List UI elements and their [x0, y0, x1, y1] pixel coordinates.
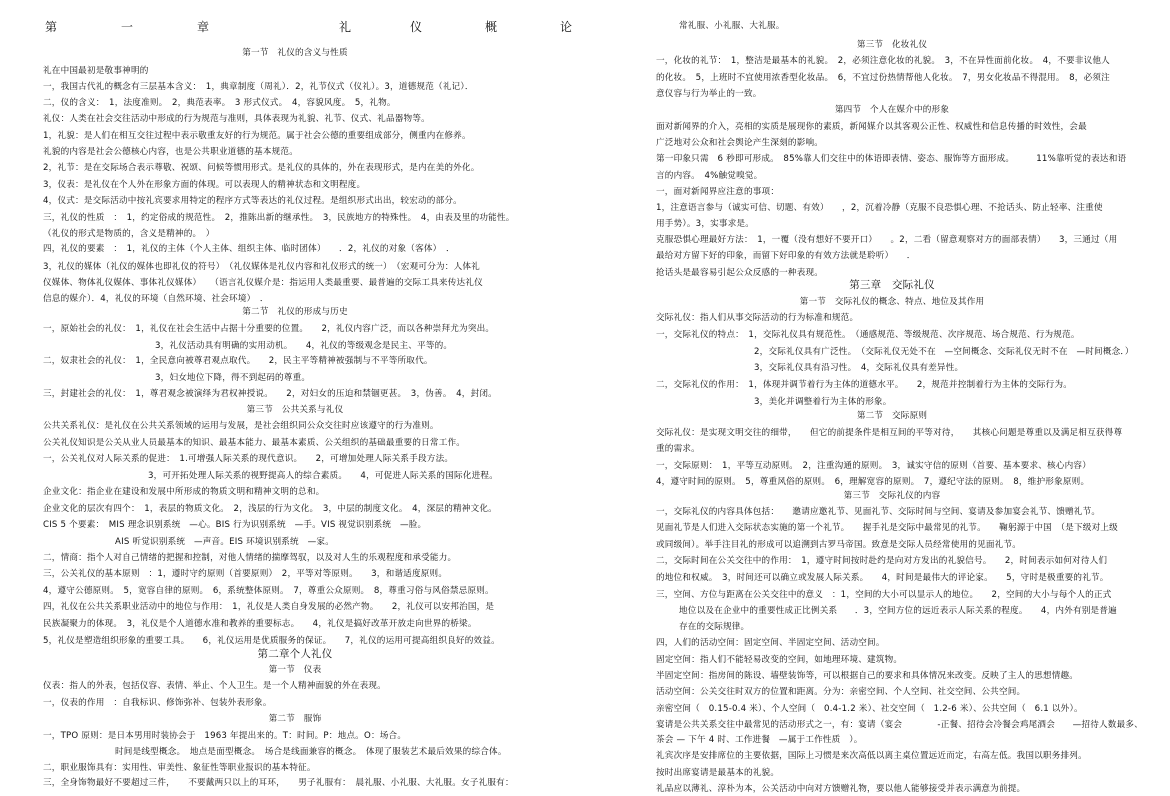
right-line-6: 面对新闻界的介入，亮相的实质是展现你的素质，新闻媒介以其客观公正性、权威性和信息传播的时效性，会最: [656, 122, 1087, 132]
left-line-27: 企业文化：指企业在建设和发展中所形成的物质文明和精神文明的总和。: [43, 487, 325, 497]
left-line-7: 2，礼节：是在交际场合表示尊敬、祝颂、问候等惯用形式。是礼仪的具体的，外在表现形式，是内在美的外化。: [43, 163, 480, 173]
right-line-3: 的化妆。 5，上班时不宜使用浓香型化妆品。 6，不宜过份热情帮他人化妆。 7，男女化妆品不得混用。 8，必须注: [656, 73, 1110, 83]
left-line-38: 第一节 仪表: [268, 665, 322, 675]
left-line-29: CIS 5 个要素： MIS 理念识别系统 —心。BIS 行为识别系统 —手。VIS 视觉识别系统 —脸。: [43, 520, 427, 530]
right-page: [614, 0, 1170, 794]
left-page: 第 一 章 礼 仪 概 论 第一节 礼仪的含义与性质 礼在中国最初是敬事神明的 一，我国古代礼的概念有三层基本含义： 1，典章制度（周礼）．2，礼节仪式（仪礼）。3，道德规范（礼记）． 二，仪的含义： 1，法度准则。 2，典范表率。 3 形式仪式。 4，容貌风度。 5，礼物。 礼仪：人类在社会交往活动中形成的行为规范与准则，具体表现为礼貌、礼节、仪式、礼品器物等。 1，礼貌：是人们在相互交往过程中表示敬重友好的行为规范。属于社会公德的重要组成部分，侧重内在修养。 礼貌的内容是社会公德核心内容，也是公共职业道德的基本规范。 2，礼节：是在交际场合表示尊敬、祝颂、问候等惯用形式。是礼仪的具体的，外在表现形式，是内在美的外化。 3，仪表：是礼仪在个人外在形象方面的体现。可以表现人的精神状态和文明程度。 4，仪式：是交际活动中按礼宾要求用特定的程序方式等表达的礼仪过程。是组织形式出出，较宏动的部分。 三，礼仪的性质 ： 1，约定俗成的规范性。 2，推陈出新的继承性。 3，民族地方的特殊性。 4，由表及里的功能性。 （礼仪的形式是物质的，含义是精神的。 ） 四，礼仪的要素 ： 1，礼仪的主体（个人主体、组织主体、临时团体） ．2，礼仪的对象（客体） ． 3，礼仪的媒体（礼仪的媒体也即礼仪的符号） （礼仪媒体是礼仪内容和礼仪形式的统一） （宏观可分为：人体礼 仪媒体、物体礼仪媒体、事体礼仪媒体） （语言礼仪媒介是：指运用人类最重要、最普遍的交际工具来传达礼仪 信息的媒介）．4，礼仪的环境（自然环境、社会环境） ． 第二节 礼仪的形成与历史 一，原始社会的礼仪： 1，礼仪在社会生活中占据十分重要的位置。 2，礼仪内容广泛，而以各种崇拜尤为突出。 3，礼仪活动具有明确的实用动机。 4，礼仪的等级观念是民主、平等的。 二，奴隶社会的礼仪： 1，全民意向被尊君观点取代。 2，民主平等精神被强制与不平等所取代。 3，妇女地位下降，得不到起码的尊重。 三，封建社会的礼仪： 1，尊君观念被演绎为君权神授说。 2，对妇女的压迫和禁锢更甚。 3，伪善。 4，封闭。 第三节 公共关系与礼仪 公共关系礼仪：是礼仪在公共关系领域的运用与发展，是社会组织同公众交往时应该遵守的行为准则。 公关礼仪知识是公关从业人员最基本的知识、最基本能力、最基本素质、公关组织的基础最重要的日常工作。 一，公关礼仪对人际关系的促进： 1.可增强人际关系的现代意识。 2，可增加处理人际关系手段方法。 3，可开拓处理人际关系的视野提高人的综合素质。 4，可促进人际关系的国际化进程。 企业文化：指企业在建设和发展中所形成的物质文明和精神文明的总和。 企业文化的层次有四个： 1，表层的物质文化。 2，浅层的行为文化。 3，中层的制度文化。 4，深层的精神文化。 CIS 5 个要素： MIS 理念识别系统 —心。BIS 行为识别系统 —手。VIS 视觉识别系统 —脸。 AIS 听觉识别系统 —声音。EIS 环境识别系统 —家。 二，情商：指个人对自己情绪的把握和控制，对他人情绪的揣摩驾驭，以及对人生的乐观程度和承受能力。 三，公关礼仪的基本原则 ：1，遵时守约原则（首要原则） 2，平等对等原则。 3，和谐适度原则。 4，遵守公德原则。 5，宽容自律的原则。 6，系统整体原则。 7，尊重公众原则。 8，尊重习俗与风俗禁忌原则。 四，礼仪在公共关系职业活动中的地位与作用： 1，礼仪是人类自身发展的必然产物。 2，礼仪可以安邦治国，是 民族凝聚力的体现。 3，礼仪是个人道德水准和教养的重要标志。 4，礼仪是搞好改革开放走向世界的桥梁。 5，礼仪是塑造组织形象的重要工具。 6，礼仪运用是优质服务的保证。 7，礼仪的运用可提高组织良好的效益。 第二章个人礼仪 第一节 仪表 仪表：指人的外表，包括仪容、表情、举止、个人卫生。是一个人精神面貌的外在表现。 一，仪表的作用 ：自我标识、修饰弥补、包装外表形象。 第二节 服饰 一，TPO 原则：是日本男用时装协会于 1963 年提出来的。T：时间。P：地点。O：场合。 时间是线型概念。 地点是面型概念。 场合是线面兼容的概念。 体现了服装艺术最后效果的综合体。 二，职业服饰具有：实用性、审美性、象征性等职业报识的基本特征。 三，全身饰物最好不要超过三件， 不要戴两只以上的耳环， 男子礼服有： 晨礼服、小礼服、大礼服。女子礼服有：: [0, 0, 590, 787]
right-line-9: 言的内容。 4%触觉嗅觉。: [656, 171, 763, 181]
left-line-21: 三，封建社会的礼仪： 1，尊君观念被演绎为君权神授说。 2，对妇女的压迫和禁锢更甚。 3，伪善。 4，封闭。: [43, 389, 497, 399]
right-line-36: 地位以及在企业中的重要性成正比例关系 ．3，空间方位的远近表示人际关系的程度。 4，内外有别是普遍: [679, 606, 1117, 616]
right-line-39: 固定空间：指人们不能轻易改变的空间，如地理环境、建筑物。: [656, 655, 903, 665]
left-line-34: 四，礼仪在公共关系职业活动中的地位与作用： 1，礼仪是人类自身发展的必然产物。 2，礼仪可以安邦治国，是: [43, 602, 495, 612]
right-line-13: 克服恐惧心理最好方法： 1，一覆（没有想好不要开口） 。2，二看（留意观察对方的面部表情） 3，三通过（用: [656, 235, 1118, 245]
right-line-32: 或同级间）。举手注目礼的形成可以追溯到古罗马帝国。致意是交际人员经常使用的见面礼节。: [656, 540, 1022, 550]
right-line-19: 一，交际礼仪的特点： 1，交际礼仪具有规范性。 （通感规范、等级规范、次序规范、场合规范、行为规范。: [656, 330, 1080, 340]
left-line-31: 二，情商：指个人对自己情绪的把握和控制，对他人情绪的揣摩驾驭，以及对人生的乐观程度和承受能力。: [43, 553, 457, 563]
right-line-23: 3，美化并调整着行为主体的形象。: [754, 397, 892, 407]
left-line-12: 四，礼仪的要素 ： 1，礼仪的主体（个人主体、组织主体、临时团体） ．2，礼仪的对象（客体） ．: [43, 244, 455, 254]
left-line-36: 5，礼仪是塑造组织形象的重要工具。 6，礼仪运用是优质服务的保证。 7，礼仪的运用可提高组织良好的效益。: [43, 636, 500, 646]
right-line-11: 1，注意语言参与（诚实可信、切题、有效） ，2，沉着冷静（克服不良恐惧心理、不抢话头、防止轻率、注重使: [656, 203, 1103, 213]
page-gutter: [590, 0, 614, 787]
right-line-40: 半固定空间：指房间的陈设、墙壁装饰等，可以根据自己的要求和具体情况来改变。反映了主人的思想情趣。: [656, 671, 1079, 681]
right-line-1: 第三节 化妆礼仪: [856, 40, 928, 50]
right-line-43: 宴请是公共关系交往中最常见的活动形式之一，有：宴请（宴会 -正餐、招待会冷餐会鸡尾酒会 —招待人数最多、: [656, 720, 1143, 730]
right-line-44: 茶会 — 下午 4 时、工作进餐 —属于工作性质 ）。: [656, 735, 863, 745]
right-line-14: 最给对方留下好的印象，而留下好印象的有效方法就是聆听） ．: [656, 251, 916, 261]
right-line-20: 2，交际礼仪具有广泛性。 （交际礼仪无处不在 —空间概念、交际礼仪无时不在 —时间概念．）: [754, 347, 1134, 357]
left-line-24: 公关礼仪知识是公关从业人员最基本的知识、最基本能力、最基本素质、公关组织的基础最重要的日常工作。: [43, 438, 466, 448]
left-line-9: 4，仪式：是交际活动中按礼宾要求用特定的程序方式等表达的礼仪过程。是组织形式出出，较宏动的部分。: [43, 196, 462, 206]
right-line-26: 重的需求。: [656, 444, 700, 454]
right-line-35: 三，空间、方位与距离在公关交往中的意义 ：1，空间的大小可以显示人的地位。 2，空间的大小与每个人的正式: [656, 590, 1112, 600]
left-line-14: 仪媒体、物体礼仪媒体、事体礼仪媒体） （语言礼仪媒介是：指运用人类最重要、最普遍的交际工具来传达礼仪: [43, 278, 483, 288]
right-line-29: 第三节 交际礼仪的内容: [843, 491, 941, 501]
right-line-7: 广泛地对公众和社会舆论产生深刻的影响。: [656, 138, 824, 148]
left-line-45: 三，全身饰物最好不要超过三件， 不要戴两只以上的耳环， 男子礼服有： 晨礼服、小礼服、大礼服。女子礼服有：: [43, 778, 514, 788]
right-line-42: 亲密空间（ 0.15-0.4 米）、个人空间（ 0.4-1.2 米）、社交空间（ 1.2-6 米）、公共空间（ 6.1 以外）。: [656, 704, 1083, 714]
right-line-18: 交际礼仪：指人们从事交际活动的行为标准和规范。: [656, 313, 859, 323]
right-line-17: 第一节 交际礼仪的概念、特点、地位及其作用: [799, 297, 985, 307]
right-line-10: 一，面对新闻界应注意的事项：: [656, 187, 780, 197]
left-line-0: 第一节 礼仪的含义与性质: [242, 48, 348, 58]
right-line-33: 二，交际时间在公关交往中的作用： 1，遵守时间按时赴约是向对方发出的礼貌信号。 2，时间表示如何对待人们: [656, 556, 1108, 566]
left-line-8: 3，仪表：是礼仪在个人外在形象方面的体现。可以表现人的精神状态和文明程度。: [43, 180, 366, 190]
left-line-35: 民族凝聚力的体现。 3，礼仪是个人道德水准和教养的重要标志。 4，礼仪是搞好改革开放走向世界的桥梁。: [43, 619, 477, 629]
left-line-41: 第二节 服饰: [268, 714, 322, 724]
right-line-2: 一，化妆的礼节： 1，整洁是最基本的礼貌。 2，必须注意化妆的礼貌。 3，不在异性面前化妆。 4，不要非议他人: [656, 56, 1110, 66]
left-line-44: 二，职业服饰具有：实用性、审美性、象征性等职业报识的基本特征。: [43, 763, 316, 773]
left-line-13: 3，礼仪的媒体（礼仪的媒体也即礼仪的符号） （礼仪媒体是礼仪内容和礼仪形式的统一） （宏观可分为：人体礼: [43, 262, 480, 272]
left-line-15: 信息的媒介）．4，礼仪的环境（自然环境、社会环境） ．: [43, 294, 269, 304]
right-line-0: 常礼服、小礼服、大礼服。: [679, 21, 785, 31]
left-line-25: 一，公关礼仪对人际关系的促进： 1.可增强人际关系的现代意识。 2，可增加处理人际关系手段方法。: [43, 454, 454, 464]
left-line-28: 企业文化的层次有四个： 1，表层的物质文化。 2，浅层的行为文化。 3，中层的制度文化。 4，深层的精神文化。: [43, 504, 497, 514]
right-line-25: 交际礼仪：是实现文明交往的细带， 但它的前提条件是相互间的平等对待， 其核心问题是尊重以及满足相互获得尊: [656, 428, 1123, 438]
right-line-27: 一，交际原则： 1，平等互动原则。 2，注重沟通的原则。 3，诚实守信的原则（首要、基本要求、核心内容）: [656, 461, 1091, 471]
right-line-37: 存在的交际规律。: [679, 622, 750, 632]
left-line-10: 三，礼仪的性质 ： 1，约定俗成的规范性。 2，推陈出新的继承性。 3，民族地方的特殊性。 4，由表及里的功能性。: [43, 213, 515, 223]
right-line-4: 意仪容与行为举止的一致。: [656, 89, 762, 99]
left-line-26: 3，可开拓处理人际关系的视野提高人的综合素质。 4，可促进人际关系的国际化进程。: [148, 471, 498, 481]
left-line-1: 礼在中国最初是敬事神明的: [43, 66, 149, 76]
right-line-38: 四，人们的活动空间：固定空间、半固定空间、活动空间。: [656, 638, 885, 648]
left-line-11: （礼仪的形式是物质的，含义是精神的。 ）: [43, 229, 215, 239]
left-line-42: 一，TPO 原则：是日本男用时装协会于 1963 年提出来的。T：时间。P：地点。O：场合。: [43, 731, 407, 741]
left-line-19: 二，奴隶社会的礼仪： 1，全民意向被尊君观点取代。 2，民主平等精神被强制与不平等所取代。: [43, 356, 433, 366]
left-line-6: 礼貌的内容是社会公德核心内容，也是公共职业道德的基本规范。: [43, 147, 299, 157]
right-line-41: 活动空间：公关交往时双方的位置和距离。分为：亲密空间、个人空间、社交空间、公共空间。: [656, 687, 1026, 697]
left-line-4: 礼仪：人类在社会交往活动中形成的行为规范与准则，具体表现为礼貌、礼节、仪式、礼品器物等。: [43, 114, 430, 124]
left-line-20: 3，妇女地位下降，得不到起码的尊重。: [155, 373, 311, 383]
right-line-24: 第二节 交际原则: [856, 411, 928, 421]
left-line-22: 第三节 公共关系与礼仪: [246, 405, 344, 415]
left-line-30: AIS 听觉识别系统 —声音。EIS 环境识别系统 —家。: [115, 537, 335, 547]
right-line-15: 抢话头是最容易引起公众反感的一种表现。: [656, 268, 824, 278]
right-line-5: 第四节 个人在媒介中的形象: [834, 105, 950, 115]
right-line-30: 一，交际礼仪的内容具体包括： 邀请应邀礼节、见面礼节、交际时间与空间、宴请及参加宴会礼节、馈赠礼节。: [656, 507, 1101, 517]
left-line-43: 时间是线型概念。 地点是面型概念。 场合是线面兼容的概念。 体现了服装艺术最后效果的综合体。: [115, 747, 507, 757]
left-line-3: 二，仪的含义： 1，法度准则。 2，典范表率。 3 形式仪式。 4，容貌风度。 5，礼物。: [43, 98, 396, 108]
left-line-17: 一，原始社会的礼仪： 1，礼仪在社会生活中占据十分重要的位置。 2，礼仪内容广泛，而以各种崇拜尤为突出。: [43, 324, 495, 334]
right-line-47: 礼品应以薄礼、淳朴为本，公关活动中向对方馈赠礼物，要以他人能够接受并表示满意为前提。: [656, 784, 1026, 794]
left-line-32: 三，公关礼仪的基本原则 ：1，遵时守约原则（首要原则） 2，平等对等原则。 3，和谐适度原则。: [43, 569, 448, 579]
left-line-2: 一，我国古代礼的概念有三层基本含义： 1，典章制度（周礼）．2，礼节仪式（仪礼）。3，道德规范（礼记）．: [43, 82, 474, 92]
left-line-18: 3，礼仪活动具有明确的实用动机。 4，礼仪的等级观念是民主、平等的。: [155, 341, 453, 351]
right-line-31: 见面礼节是人们进入交际状态实施的第一个礼节。 握手礼是交际中最常见的礼节。 鞠躬源于中国 （是下级对上级: [656, 523, 1118, 533]
right-line-12: 用手势）。3，实事求是。: [656, 219, 755, 229]
left-line-5: 1，礼貌：是人们在相互交往过程中表示敬重友好的行为规范。属于社会公德的重要组成部分，侧重内在修养。: [43, 131, 471, 141]
left-line-37: 第二章个人礼仪: [257, 648, 333, 660]
right-line-8: 第一印象只需 6 秒即可形成。 85%靠人们交往中的体语即表情、姿态、服饰等方面形成。 11%靠听觉的表达和语: [656, 154, 1127, 164]
right-line-28: 4，遵守时间的原则。 5，尊重风俗的原则。 6，理解宽容的原则。 7，遵纪守法的原则。 8，维护形象原则。: [656, 477, 1090, 487]
right-line-21: 3，交际礼仪具有沿习性。 4，交际礼仪具有差异性。: [754, 363, 964, 373]
left-line-23: 公共关系礼仪：是礼仪在公共关系领域的运用与发展，是社会组织同公众交往时应该遵守的行为准则。: [43, 421, 439, 431]
left-line-33: 4，遵守公德原则。 5，宽容自律的原则。 6，系统整体原则。 7，尊重公众原则。 8，尊重习俗与风俗禁忌原则。: [43, 586, 494, 596]
right-line-46: 按时出席宴请是最基本的礼貌。: [656, 768, 780, 778]
left-line-40: 一，仪表的作用 ：自我标识、修饰弥补、包装外表形象。: [43, 698, 272, 708]
left-line-39: 仪表：指人的外表，包括仪容、表情、举止、个人卫生。是一个人精神面貌的外在表现。: [43, 681, 386, 691]
right-line-34: 的地位和权威。 3，时间还可以确立或发展人际关系。 4，时间是最伟大的评论家。 5，守时是极重要的礼节。: [656, 573, 1109, 583]
right-line-22: 二，交际礼仪的作用： 1，体现并调节着行为主体的道德水平。 2，规范并控制着行为主体的交际行为。: [656, 380, 1073, 390]
right-line-45: 礼宾次序是安排席位的主要依据，国际上习惯是来次高低以离主桌位置远近而定，右高左低。我国以职务排列。: [656, 751, 1087, 761]
right-line-16: 第三章 交际礼仪: [849, 279, 935, 291]
left-line-16: 第二节 礼仪的形成与历史: [242, 307, 348, 317]
